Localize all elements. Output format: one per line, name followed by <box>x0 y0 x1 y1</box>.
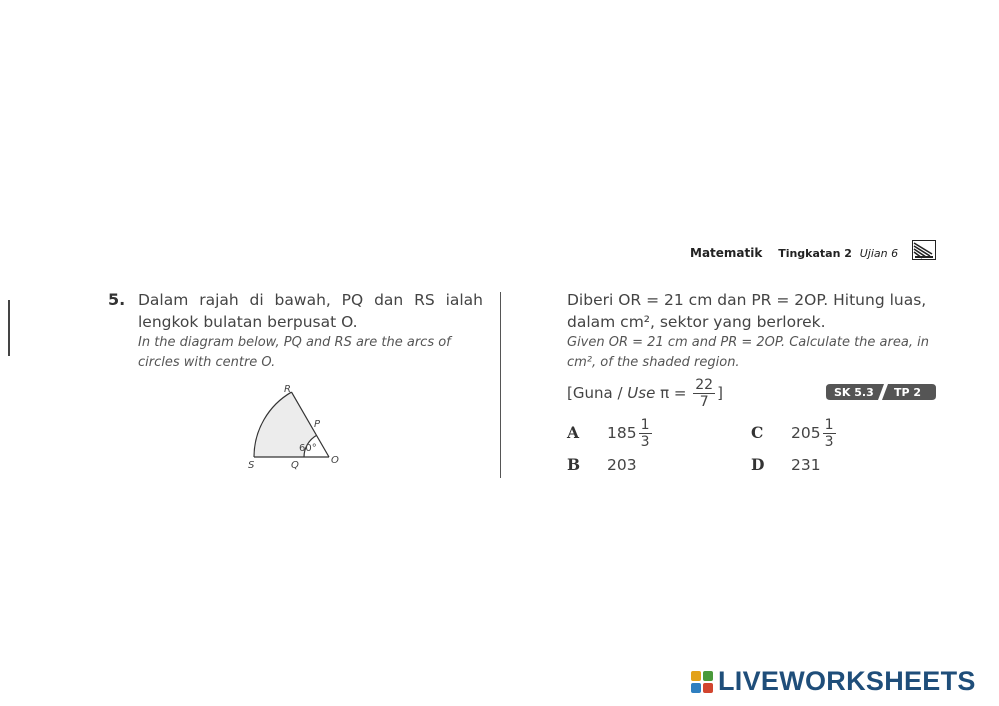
option-b-letter: B <box>567 455 581 474</box>
intro-malay: Dalam rajah di bawah, PQ dan RS ialah lengkok bulatan berpusat O. <box>138 291 483 331</box>
option-d[interactable] <box>751 455 821 474</box>
option-a-den: 3 <box>640 434 650 450</box>
header-subject: Matematik <box>690 246 763 260</box>
scan-edge-mark <box>8 300 10 356</box>
header-level: Tingkatan 2 <box>778 247 852 260</box>
option-c-fraction <box>823 417 836 450</box>
label-R: R <box>284 384 291 395</box>
option-c-letter: C <box>751 423 764 442</box>
pi-denominator: 7 <box>699 394 709 410</box>
pi-numerator: 22 <box>695 377 714 393</box>
label-P: P <box>314 419 321 430</box>
tag-tp: TP 2 <box>894 386 922 399</box>
option-a-fraction <box>639 417 652 450</box>
skill-tags <box>826 383 936 401</box>
option-b-value: 203 <box>607 456 637 474</box>
label-O: O <box>331 455 339 466</box>
column-divider <box>500 292 501 478</box>
question-intro <box>138 289 483 373</box>
use-pi-prefix: [Guna / <box>567 384 623 402</box>
option-b[interactable] <box>567 455 637 474</box>
option-d-value: 231 <box>791 456 821 474</box>
use-pi-symbol: π = <box>660 384 687 402</box>
option-c-num: 1 <box>824 417 834 433</box>
option-a-letter: A <box>567 423 580 442</box>
question-given <box>567 289 939 373</box>
given-english: Given OR = 21 cm and PR = 2OP. Calculate the area, in cm², of the shaded region. <box>567 335 929 370</box>
publisher-logo-icon <box>912 240 936 260</box>
option-a-num: 1 <box>640 417 650 433</box>
use-pi-suffix: ] <box>717 384 723 402</box>
option-a[interactable] <box>567 417 654 450</box>
label-Q: Q <box>291 460 299 471</box>
liveworksheets-brand[interactable]: LIVEWORKSHEETS <box>718 666 976 696</box>
pi-fraction <box>693 377 715 410</box>
option-c-den: 3 <box>824 434 834 450</box>
option-d-letter: D <box>751 455 765 474</box>
header-exam: Ujian 6 <box>859 247 899 260</box>
use-pi-line <box>567 377 723 410</box>
use-pi-use: Use <box>627 384 656 402</box>
option-c-whole: 205 <box>791 424 821 442</box>
given-malay: Diberi OR = 21 cm dan PR = 2OP. Hitung luas, dalam cm², sektor yang berlorek. <box>567 291 927 331</box>
option-a-whole: 185 <box>607 424 637 442</box>
option-c[interactable] <box>751 417 838 450</box>
liveworksheets-logo-icon <box>690 666 716 696</box>
page-header <box>690 246 898 260</box>
tag-sk: SK 5.3 <box>834 386 874 399</box>
intro-english: In the diagram below, PQ and RS are the arcs of circles with centre O. <box>138 335 451 370</box>
label-angle: 60° <box>299 443 317 454</box>
label-S: S <box>248 460 255 471</box>
question-number: 5. <box>108 290 126 309</box>
sector-diagram <box>240 380 350 472</box>
